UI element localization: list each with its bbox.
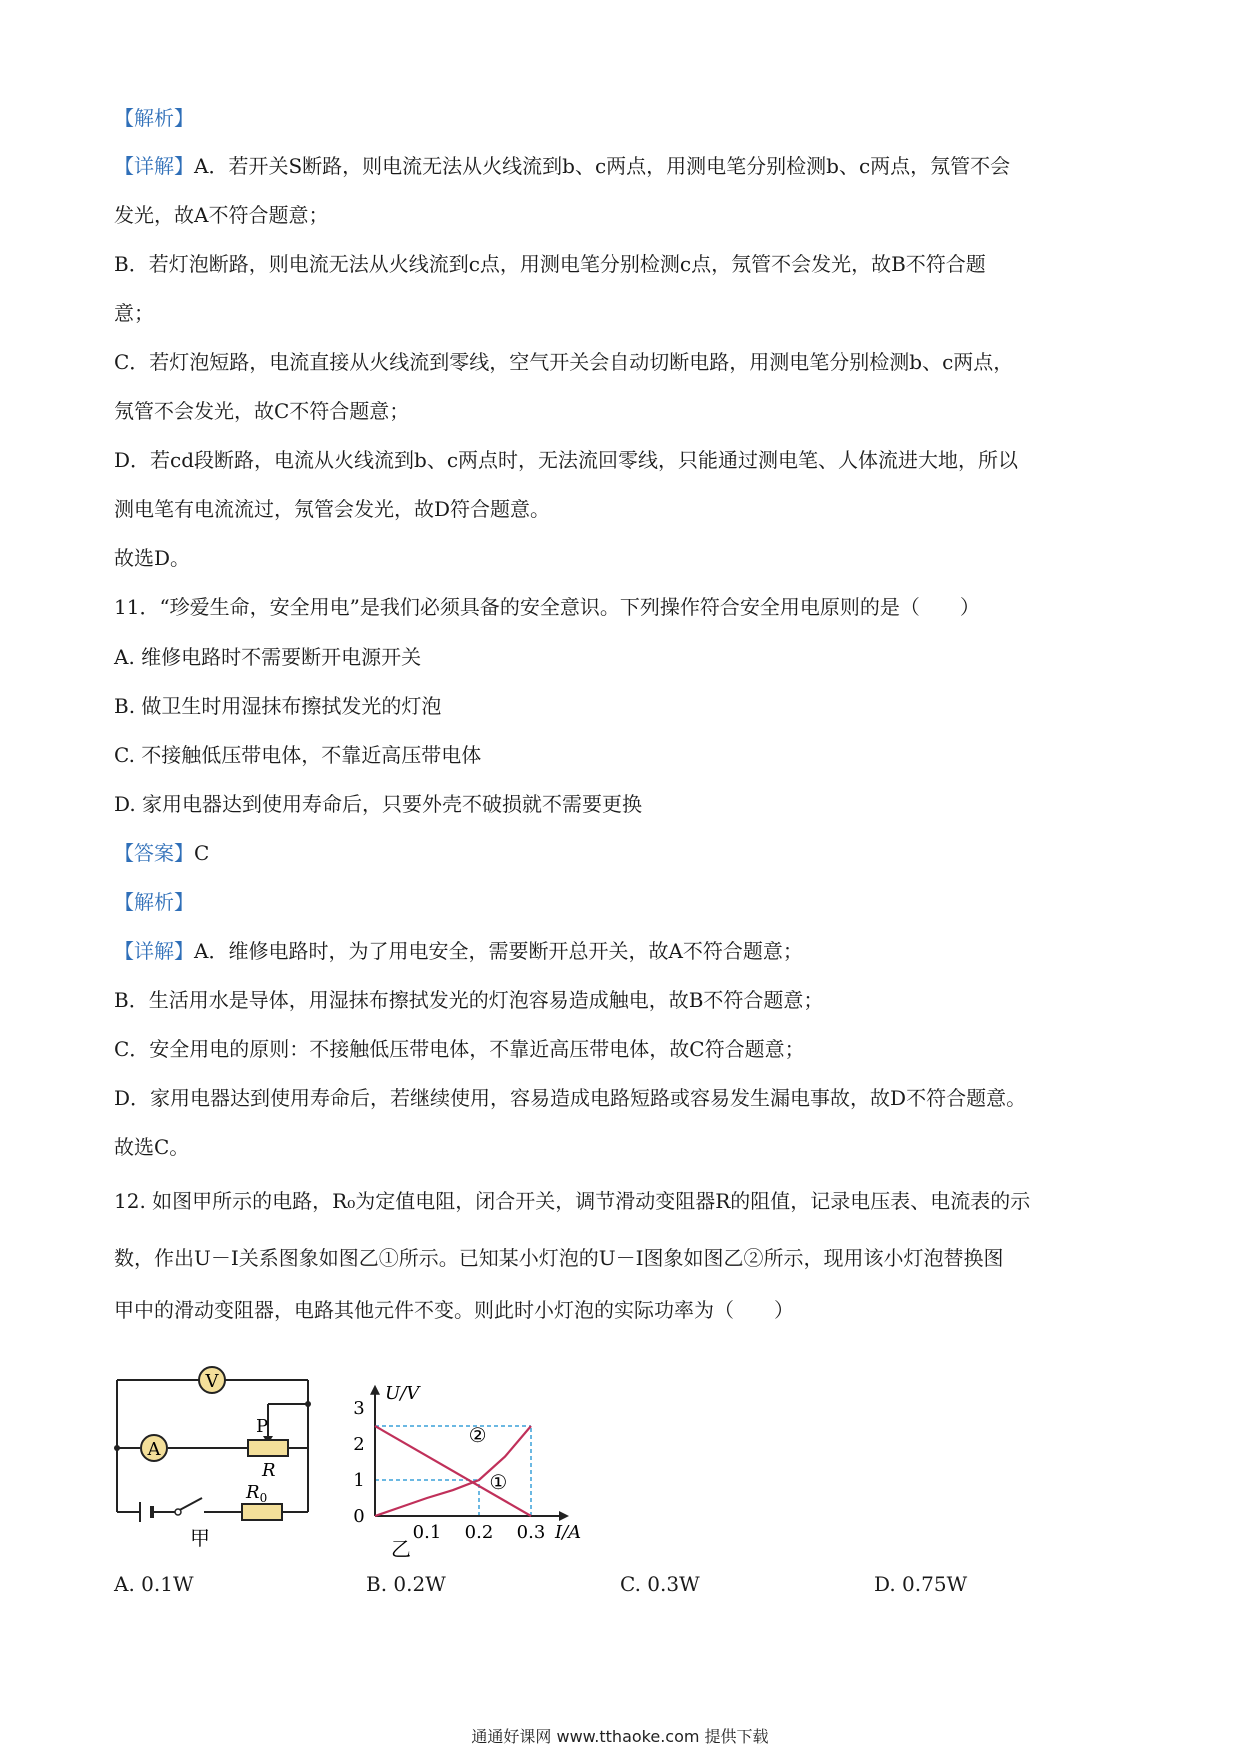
detail-a: 【详解】A．若开关S断路，则电流无法从火线流到b、c两点，用测电笔分别检测b、c两点，氖管不会 [114,154,1011,178]
detail-d-cont: 测电笔有电流流过，氖管会发光，故D符合题意。 [114,497,551,521]
x-tick-label: 0.1 [412,1522,442,1543]
q11-option-c: C. 不接触低压带电体，不靠近高压带电体 [114,743,482,767]
q12-option-d: D. 0.75W [874,1572,968,1596]
q11-detail-a: 【详解】A．维修电路时，为了用电安全，需要断开总开关，故A不符合题意； [114,939,803,963]
q11-option-d: D. 家用电器达到使用寿命后，只要外壳不破损就不需要更换 [114,792,643,816]
y-tick-label: 3 [353,1398,365,1419]
q11-answer: 【答案】C [114,841,210,865]
detail-d: D．若cd段断路，电流从火线流到b、c两点时，无法流回零线，只能通过测电笔、人体流进大地，所以 [114,448,1019,472]
y-axis-label: U/V [385,1382,420,1404]
y-tick-label: 1 [353,1470,365,1491]
resistor-icon [242,1504,282,1520]
detail-c-cont: 氖管不会发光，故C不符合题意； [114,399,410,423]
q11-stem: 11．“珍爱生命，安全用电”是我们必须具备的安全意识。下列操作符合安全用电原则的是（ ） [114,595,980,619]
ui-graph [345,1320,605,1560]
x-axis-label: I/A [555,1522,582,1543]
series-1-label: ① [489,1470,508,1494]
voltmeter-label: V [205,1371,219,1392]
circuit-diagram [100,1340,330,1550]
q11-analysis-heading: 【解析】 [114,890,194,914]
q11-detail-d: D．家用电器达到使用寿命后，若继续使用，容易造成电路短路或容易发生漏电事故，故D不符合题意。 [114,1086,1027,1110]
q11-detail-b: B．生活用水是导体，用湿抹布擦拭发光的灯泡容易造成触电，故B不符合题意； [114,988,824,1012]
detail-a-cont: 发光，故A不符合题意； [114,203,329,227]
q11-option-b: B. 做卫生时用湿抹布擦拭发光的灯泡 [114,694,442,718]
q11-option-a: A. 维修电路时不需要断开电源开关 [114,645,422,669]
series-2-label: ② [468,1423,487,1448]
rheostat-label: R [262,1460,276,1481]
x-tick-label: 0.3 [516,1522,546,1543]
x-axis-arrow [559,1511,569,1521]
ammeter-label: A [147,1439,161,1460]
footer: 通通好课网 www.tthaoke.com 提供下载 [471,1727,769,1746]
rheostat-icon [248,1440,288,1456]
detail-b: B．若灯泡断路，则电流无法从火线流到c点，用测电笔分别检测c点，氖管不会发光，故B不符合题 [114,252,986,276]
q11-detail-c: C．安全用电的原则：不接触低压带电体，不靠近高压带电体，故C符合题意； [114,1037,805,1061]
q12-option-c: C. 0.3W [620,1572,700,1596]
detail-c: C．若灯泡短路，电流直接从火线流到零线，空气开关会自动切断电路，用测电笔分别检测b、c两点， [114,350,1014,374]
x-tick-label: 0.2 [464,1522,494,1543]
q12-option-b: B. 0.2W [366,1572,446,1596]
resistor-label: $R_0$ [246,1482,268,1505]
q11-choice: 故选C。 [114,1135,190,1159]
q12-option-a: A. 0.1W [114,1572,194,1596]
analysis-heading: 【解析】 [114,106,194,130]
graph-caption: 乙 [391,1537,411,1560]
detail-b-cont: 意； [114,301,154,325]
y-tick-label: 0 [353,1506,365,1527]
y-axis-arrow [370,1385,380,1395]
series-line-1 [375,1426,531,1516]
q12-stem-line3: 甲中的滑动变阻器，电路其他元件不变。则此时小灯泡的实际功率为（ ） [114,1298,794,1322]
slider-label: P [256,1416,269,1437]
q12-stem-line1: 12. 如图甲所示的电路，R₀为定值电阻，闭合开关，调节滑动变阻器R的阻值，记录电压表、电流表的示 [114,1189,1031,1213]
choice-text: 故选D。 [114,546,191,570]
y-tick-label: 2 [353,1434,365,1455]
circuit-caption: 甲 [190,1526,210,1550]
q12-stem-line2: 数，作出U－I关系图象如图乙①所示。已知某小灯泡的U－I图象如图乙②所示，现用该小灯泡替换图 [114,1246,1004,1270]
